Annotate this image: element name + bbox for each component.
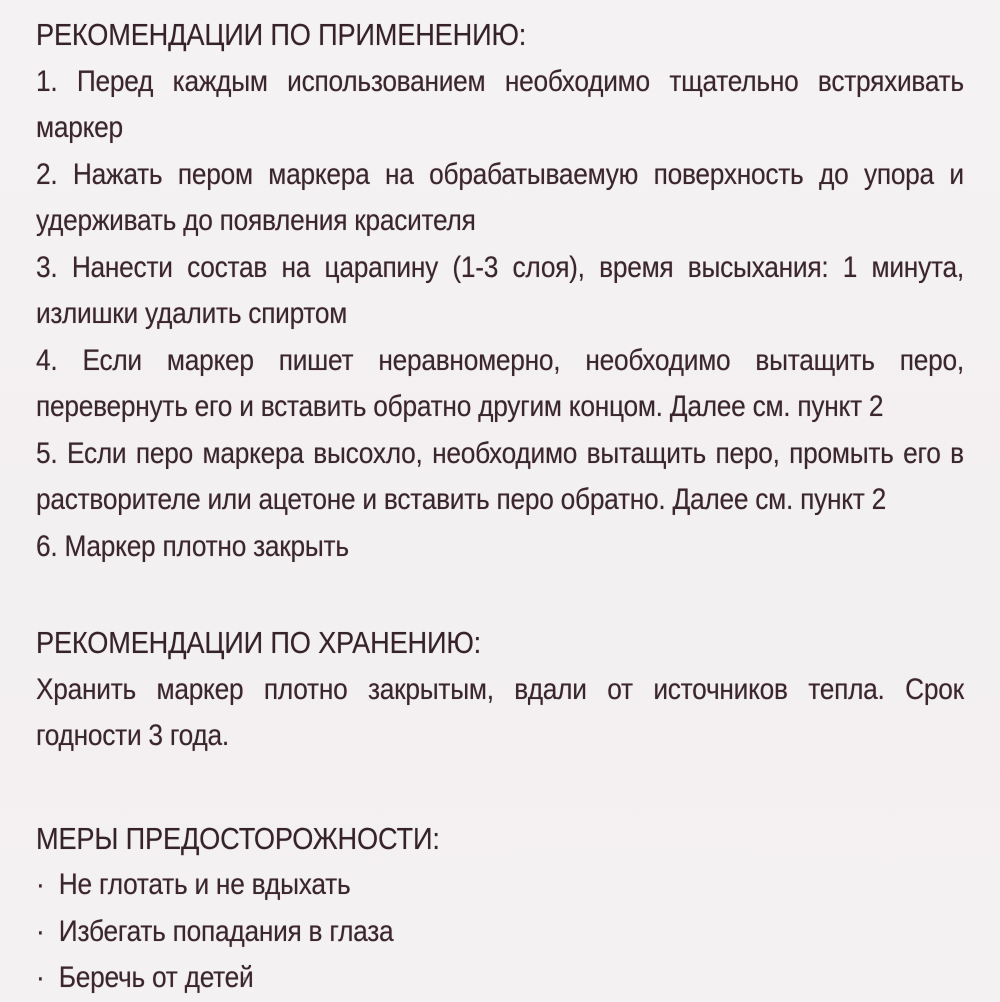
section-precautions: [36, 816, 964, 1002]
section-storage: [36, 620, 964, 760]
instruction-item: 3. Нанести состав на царапину (1-3 слоя), время высыхания: 1 минута, излишки удалить спиртом: [36, 250, 964, 330]
list-item: [36, 909, 964, 956]
instruction-item: 6. Маркер плотно закрыть: [36, 529, 349, 563]
application-heading: РЕКОМЕНДАЦИИ ПО ПРИМЕНЕНИЮ:: [36, 17, 527, 52]
precaution-text: Не глотать и не вдыхать: [58, 868, 351, 901]
instruction-item: 5. Если перо маркера высохло, необходимо вытащить перо, промыть его в растворителе или ацетоне и вставить перо обратно. Далее см. пункт 2: [36, 436, 964, 516]
label-text-content: [36, 12, 964, 1002]
storage-text: Хранить маркер плотно закрытым, вдали от источников тепла. Срок годности 3 года.: [36, 672, 964, 752]
bullet-dot: ·: [36, 961, 45, 994]
section-application: [36, 12, 964, 570]
list-item: [36, 862, 964, 909]
instruction-item: 2. Нажать пером маркера на обрабатываемую поверхность до упора и удерживать до появления красителя: [36, 157, 964, 237]
precaution-text: Избегать попадания в глаза: [58, 914, 394, 948]
precaution-text: Беречь от детей: [58, 961, 254, 994]
list-item: [36, 955, 964, 1002]
bullet-dot: ·: [36, 914, 45, 948]
storage-heading: РЕКОМЕНДАЦИИ ПО ХРАНЕНИЮ:: [36, 625, 482, 660]
scan-artifact-dot: [243, 977, 247, 981]
instruction-item: 1. Перед каждым использованием необходимо тщательно встряхивать маркер: [36, 64, 964, 144]
instruction-item: 4. Если маркер пишет неравномерно, необходимо вытащить перо, перевернуть его и вставить обратно другим концом. Далее см. пункт 2: [36, 343, 964, 423]
bullet-dot: ·: [36, 868, 45, 901]
precautions-heading: МЕРЫ ПРЕДОСТОРОЖНОСТИ:: [36, 820, 440, 856]
